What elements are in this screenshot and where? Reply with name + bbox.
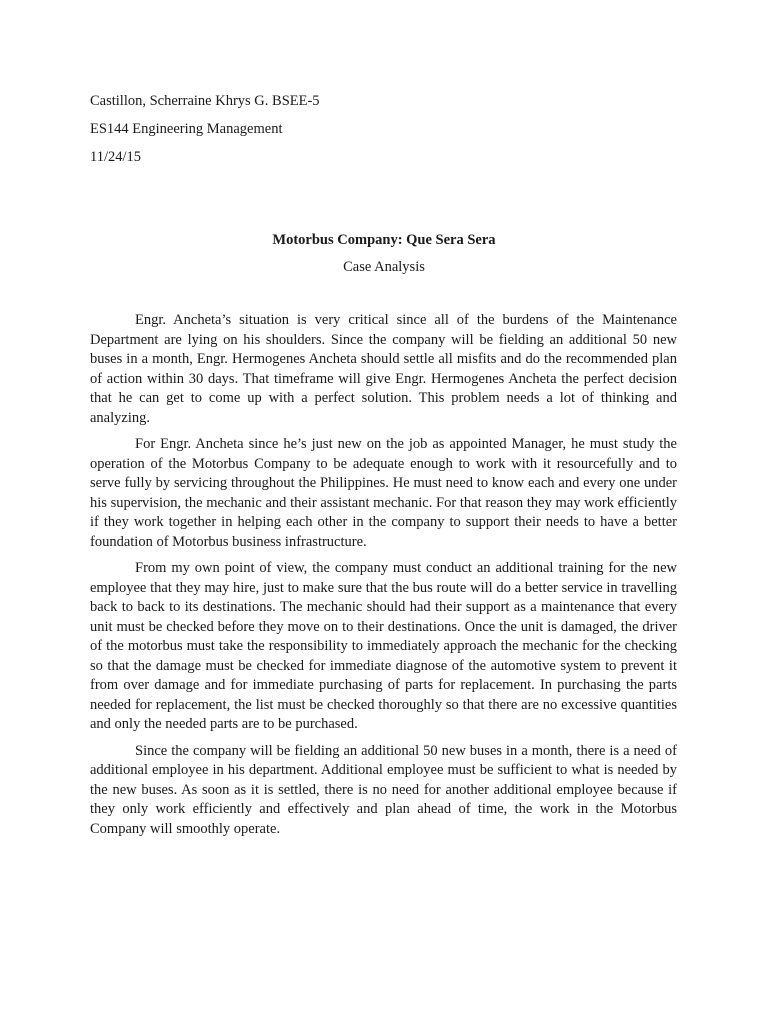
document-body bbox=[90, 311, 677, 846]
document-header bbox=[90, 92, 320, 176]
paragraph-2: For Engr. Ancheta since he’s just new on the job as appointed Manager, he must study the operation of the Motorbus Company to be adequate enough to work with it resourcefully and to serve fully by servicing throughout the Philippines. He must need to know each and every one under his supervision, the mechanic and their assistant mechanic. For that reason they may work efficiently if they work together in helping each other in the company to support their needs to have a better foundation of Motorbus business infrastructure. bbox=[90, 436, 677, 550]
author-line: Castillon, Scherraine Khrys G. BSEE-5 bbox=[90, 93, 320, 109]
paragraph-1: Engr. Ancheta’s situation is very critical since all of the burdens of the Maintenance Department are lying on his shoulders. Since the company will be fielding an additional 50 new buses in a month, Engr. Hermogenes Ancheta should settle all misfits and do the recommended plan of action within 30 days. That timeframe will give Engr. Hermogenes Ancheta the perfect decision that he can get to come up with a perfect solution. This problem needs a lot of thinking and analyzing. bbox=[90, 312, 677, 426]
paragraph-3: From my own point of view, the company must conduct an additional training for the new employee that they may hire, just to make sure that the bus route will do a better service in travelling back to back to its destinations. The mechanic should had their support as a maintenance that every unit must be checked before they move on to their destinations. Once the unit is damaged, the driver of the motorbus must take the responsibility to immediately approach the mechanic for the checking so that the damage must be checked for immediate diagnose of the automotive system to prevent it from over damage and for immediate purchasing of parts for replacement. In purchasing the parts needed for replacement, the list must be checked thoroughly so that there are no excessive quantities and only the needed parts are to be purchased. bbox=[90, 560, 677, 732]
course-line: ES144 Engineering Management bbox=[90, 121, 283, 137]
date-line: 11/24/15 bbox=[90, 149, 142, 165]
document-subtitle: Case Analysis bbox=[343, 259, 425, 275]
document-title: Motorbus Company: Que Sera Sera bbox=[272, 232, 496, 248]
paragraph-4: Since the company will be fielding an additional 50 new buses in a month, there is a need of additional employee in his department. Additional employee must be sufficient to what is needed by the new buses. As soon as it is settled, there is no need for another additional employee because if they only work efficiently and effectively and plan ahead of time, the work in the Motorbus Company will smoothly operate. bbox=[90, 742, 677, 837]
